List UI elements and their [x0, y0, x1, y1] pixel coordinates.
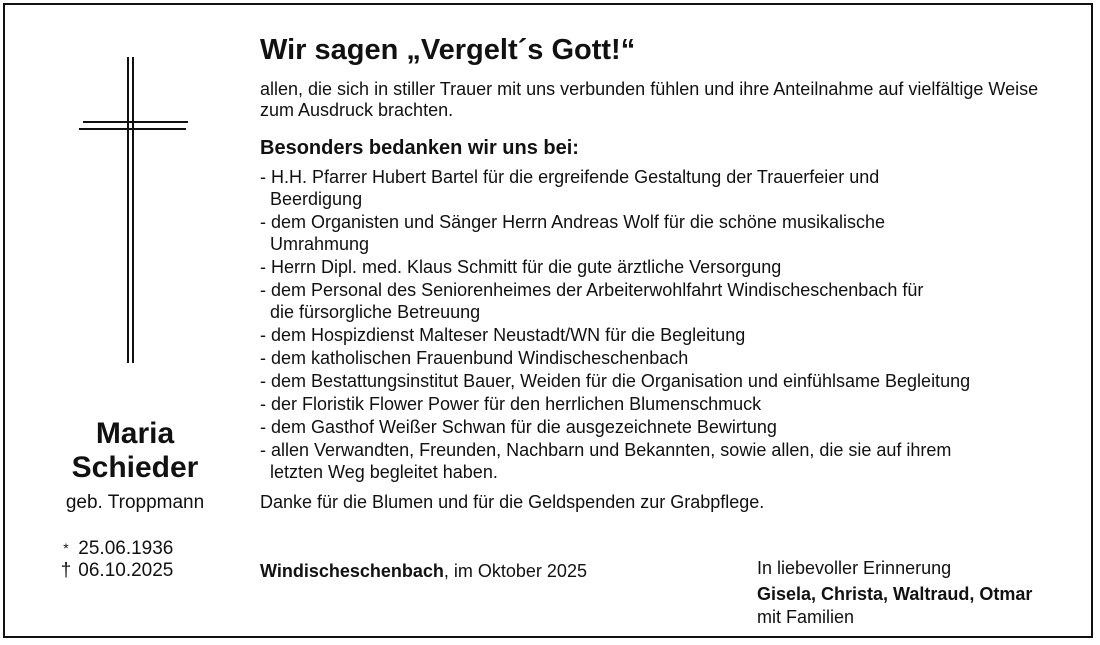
list-item: - dem Hospizdienst Malteser Neustadt/WN für die Begleitung	[260, 325, 746, 345]
list-item: - allen Verwandten, Freunden, Nachbarn und Bekannten, sowie allen, die sie auf ihrem letzten Weg begleitet haben.	[260, 440, 952, 482]
thanks-list	[260, 166, 1080, 484]
cross-horizontal-bar	[83, 121, 188, 123]
place: Windischeschenbach	[260, 561, 444, 581]
family-names: Gisela, Christa, Waltraud, Otmar	[757, 584, 1033, 604]
cross-vertical-bar	[132, 57, 134, 363]
birth-date-line	[59, 537, 219, 560]
place-date	[260, 560, 587, 582]
list-item: - H.H. Pfarrer Hubert Bartel für die ergreifende Gestaltung der Trauerfeier und Beerdigung	[260, 167, 880, 209]
birth-star-icon: *	[63, 540, 69, 556]
last-name: Schieder	[71, 451, 199, 484]
first-name: Maria	[95, 417, 175, 450]
thanks-subheading: Besonders bedanken wir uns bei:	[260, 137, 579, 159]
list-item: - der Floristik Flower Power für den herrlichen Blumenschmuck	[260, 394, 762, 414]
death-date-line	[59, 560, 219, 582]
obituary-card	[3, 3, 1093, 638]
life-dates	[59, 537, 219, 582]
death-date: 06.10.2025	[78, 560, 174, 581]
list-item: - dem Bestattungsinstitut Bauer, Weiden für die Organisation und einfühlsame Begleitung	[260, 371, 971, 391]
cross-icon	[5, 5, 245, 405]
intro-paragraph: allen, die sich in stiller Trauer mit uns verbunden fühlen und ihre Anteilnahme auf vielfältige Weise zum Ausdruck brachten.	[260, 79, 1039, 120]
death-cross-icon: †	[60, 560, 72, 581]
list-item: - dem Gasthof Weißer Schwan für die ausgezeichnete Bewirtung	[260, 417, 777, 437]
birth-date: 25.06.1936	[78, 538, 174, 559]
deceased-name-block	[35, 417, 235, 515]
date-text: , im Oktober 2025	[443, 561, 587, 581]
with-families: mit Familien	[757, 607, 855, 627]
list-item: - dem Personal des Seniorenheimes der Arbeiterwohlfahrt Windischeschenbach für die fürsorgliche Betreuung	[260, 280, 924, 322]
cross-horizontal-bar	[79, 128, 186, 130]
remembrance-line: In liebevoller Erinnerung	[757, 558, 952, 578]
maiden-name: geb. Troppmann	[65, 492, 205, 513]
list-item: - Herrn Dipl. med. Klaus Schmitt für die gute ärztliche Versorgung	[260, 257, 782, 277]
closing-line: Danke für die Blumen und für die Geldspenden zur Grabpflege.	[260, 492, 765, 512]
list-item: - dem katholischen Frauenbund Windischeschenbach	[260, 348, 689, 368]
family-signature	[757, 557, 1087, 629]
cross-vertical-bar	[127, 57, 129, 363]
list-item: - dem Organisten und Sänger Herrn Andreas Wolf für die schöne musikalische Umrahmung	[260, 212, 885, 254]
page-title: Wir sagen „Vergelt´s Gott!“	[260, 34, 636, 66]
